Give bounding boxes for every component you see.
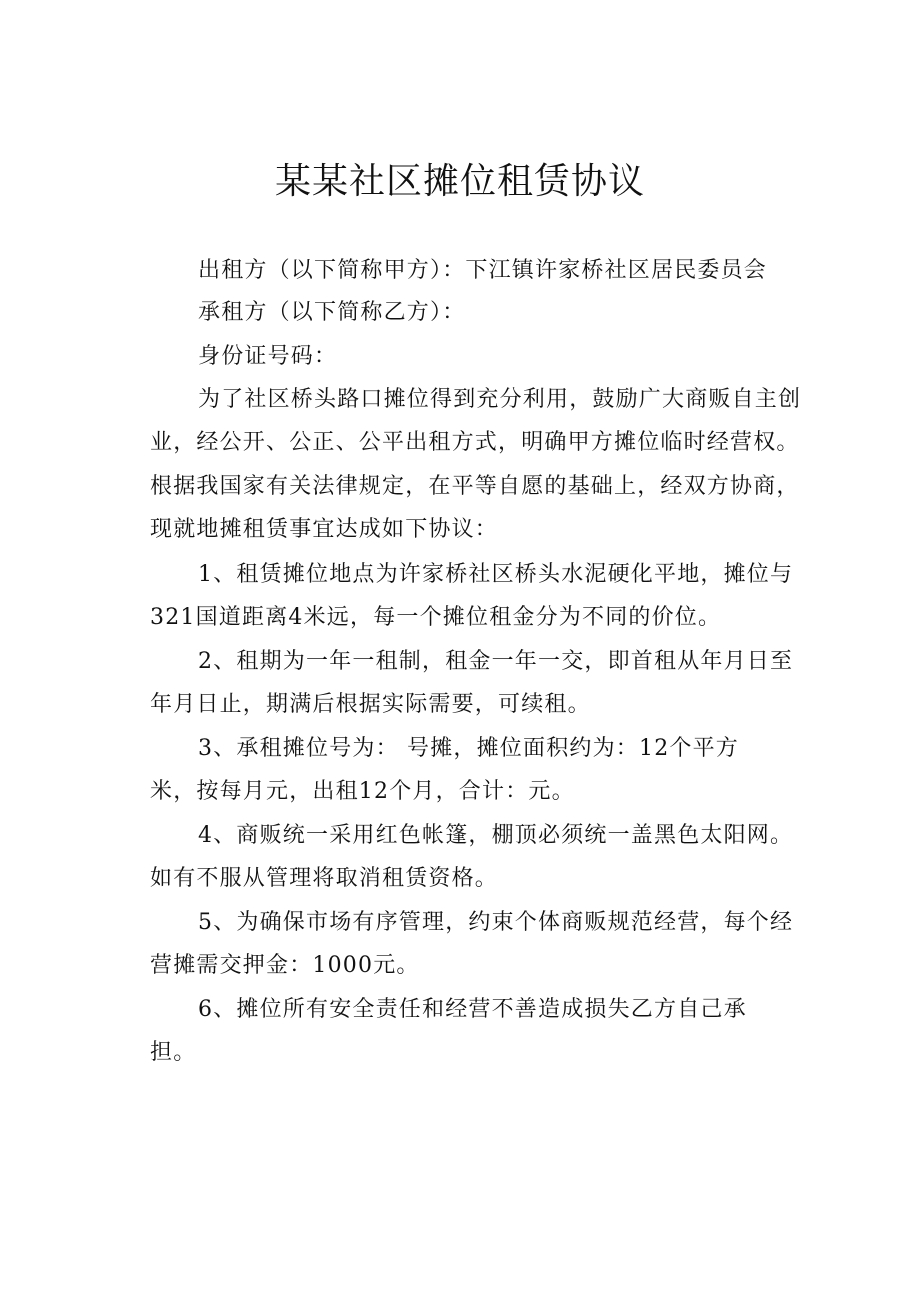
clause-3-line: 3、承租摊位号为： 号摊，摊位面积约为：12个平方 — [198, 736, 739, 761]
clause-2-line: 年月日止，期满后根据实际需要，可续租。 — [150, 692, 591, 717]
intro-paragraph-line: 业，经公开、公正、公平出租方式，明确甲方摊位临时经营权。 — [150, 430, 800, 455]
lessor-line: 出租方（以下简称甲方）：下江镇许家桥社区居民委员会 — [198, 258, 768, 283]
intro-paragraph-line: 根据我国家有关法律规定，在平等自愿的基础上，经双方协商， — [150, 474, 800, 499]
lessee-line: 承租方（以下简称乙方）： — [198, 300, 466, 325]
clause-6-line: 担。 — [150, 1040, 197, 1065]
clause-1-line: 1、租赁摊位地点为许家桥社区桥头水泥硬化平地，摊位与 — [198, 562, 794, 587]
clause-5-line: 营摊需交押金：1000元。 — [150, 953, 420, 978]
intro-paragraph-line: 为了社区桥头路口摊位得到充分利用，鼓励广大商贩自主创 — [198, 387, 802, 412]
id-number-line: 身份证号码： — [198, 344, 338, 369]
intro-paragraph-line: 现就地摊租赁事宜达成如下协议： — [150, 517, 499, 542]
clause-5-line: 5、为确保市场有序管理，约束个体商贩规范经营，每个经 — [198, 910, 794, 935]
clause-4-line: 4、商贩统一采用红色帐篷，棚顶必须统一盖黑色太阳网。 — [198, 823, 794, 848]
clause-6-line: 6、摊位所有安全责任和经营不善造成损失乙方自己承 — [198, 997, 747, 1022]
clause-1-line: 321国道距离4米远，每一个摊位租金分为不同的价位。 — [150, 605, 722, 630]
clause-3-line: 米，按每月元，出租12个月，合计：元。 — [150, 779, 575, 804]
document-title: 某某社区摊位租赁协议 — [274, 161, 645, 202]
clause-2-line: 2、租期为一年一租制，租金一年一交，即首租从年月日至 — [198, 649, 794, 674]
clause-4-line: 如有不服从管理将取消租赁资格。 — [150, 866, 499, 891]
